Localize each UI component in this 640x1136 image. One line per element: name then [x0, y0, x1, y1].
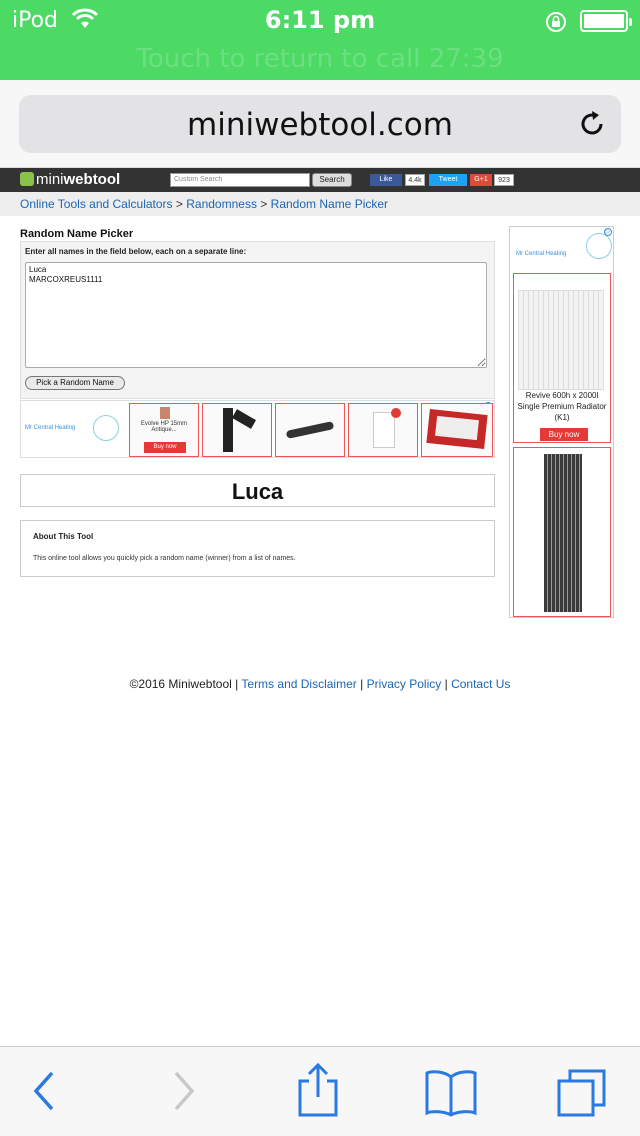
boiler-image [373, 412, 395, 448]
browser-toolbar [0, 1046, 640, 1136]
forward-icon[interactable] [170, 1069, 198, 1118]
names-instruction: Enter all names in the field below, each on a separate line: [25, 247, 247, 256]
ad-product-4[interactable] [348, 403, 418, 457]
about-heading: About This Tool [33, 532, 94, 541]
rotation-lock-icon [544, 10, 568, 39]
tweet-button[interactable]: Tweet [429, 174, 467, 186]
facebook-like-count: 4.4k [405, 174, 425, 186]
google-plus-count: 923 [494, 174, 514, 186]
horizontal-ad-banner[interactable] [20, 400, 495, 458]
ad-brand-logo [586, 233, 612, 259]
breadcrumb-randomness[interactable]: Randomness [186, 197, 257, 211]
buy-now-button[interactable]: Buy now [540, 428, 588, 441]
url-text: miniwebtool.com [187, 107, 453, 143]
ad-product-title: Evolve HP 15mm Antique... [140, 421, 188, 433]
pick-random-name-button[interactable]: Pick a Random Name [25, 376, 125, 390]
pipe-fitting-image [223, 408, 233, 452]
search-input[interactable]: Custom Search [170, 173, 310, 187]
bookmarks-icon[interactable] [424, 1069, 478, 1122]
status-bar [0, 0, 640, 80]
about-text: This online tool allows you quickly pick a random name (winner) from a list of names. [33, 555, 296, 562]
search-button[interactable]: Search [312, 173, 352, 187]
panel-radiator-image [518, 290, 604, 390]
about-tool-box [20, 520, 495, 577]
ad-product-3[interactable] [275, 403, 345, 457]
google-plus-button[interactable]: G+1 [470, 174, 492, 186]
breadcrumb-separator: > [260, 197, 268, 211]
ad-product-5[interactable] [421, 403, 493, 457]
reload-icon[interactable] [577, 109, 607, 144]
breadcrumb-online-tools[interactable]: Online Tools and Calculators [20, 197, 173, 211]
ad-product-1[interactable] [129, 403, 199, 457]
logo-icon [20, 172, 34, 186]
ad-product-radiator[interactable] [513, 273, 611, 443]
ad-choices-icon[interactable]: ▷ [605, 229, 611, 235]
breadcrumb-random-name-picker[interactable]: Random Name Picker [270, 197, 389, 211]
battery-icon [580, 10, 628, 32]
ad-product-2[interactable] [202, 403, 272, 457]
side-ad-banner[interactable] [509, 226, 614, 618]
back-icon[interactable] [30, 1069, 58, 1118]
terms-link[interactable]: Terms and Disclaimer [241, 677, 357, 691]
ad-product-vertical-radiator[interactable] [513, 447, 611, 617]
breadcrumb-separator: > [175, 197, 183, 211]
facebook-like-button[interactable]: Like [370, 174, 402, 186]
flue-image [286, 421, 335, 439]
vertical-radiator-image [544, 454, 582, 612]
copyright: ©2016 Miniwebtool [129, 677, 232, 691]
contact-link[interactable]: Contact Us [451, 677, 511, 691]
names-textarea[interactable] [25, 262, 487, 368]
return-to-call-banner[interactable]: Touch to return to call 27:39 [136, 44, 504, 74]
pipe-image [160, 407, 170, 419]
ad-brand-logo [93, 415, 119, 441]
breadcrumb-bar [0, 192, 640, 216]
ad-brand: Mr Central Heating [516, 251, 567, 257]
tabs-icon[interactable] [556, 1067, 608, 1124]
browser-address-area [0, 80, 640, 168]
ad-product-title: Revive 600h x 2000l Single Premium Radiator (K1) [517, 391, 607, 422]
result-box [20, 474, 495, 507]
site-logo[interactable]: miniwebtool [20, 171, 120, 188]
picked-name: Luca [231, 479, 284, 504]
privacy-link[interactable]: Privacy Policy [366, 677, 442, 691]
breadcrumb [20, 197, 388, 211]
share-icon[interactable] [296, 1063, 340, 1122]
clock: 6:11 pm [264, 6, 376, 34]
site-header [0, 168, 640, 192]
tool-form [20, 241, 495, 399]
tool-title: Random Name Picker [20, 228, 134, 240]
ad-brand: Mr Central Heating [25, 425, 76, 431]
carrier-label: iPod [12, 8, 59, 33]
address-bar[interactable] [19, 95, 621, 153]
site-footer: ©2016 Miniwebtool | Terms and Disclaimer | Privacy Policy | Contact Us [129, 677, 511, 691]
buy-now-button[interactable]: Buy now [144, 442, 186, 453]
